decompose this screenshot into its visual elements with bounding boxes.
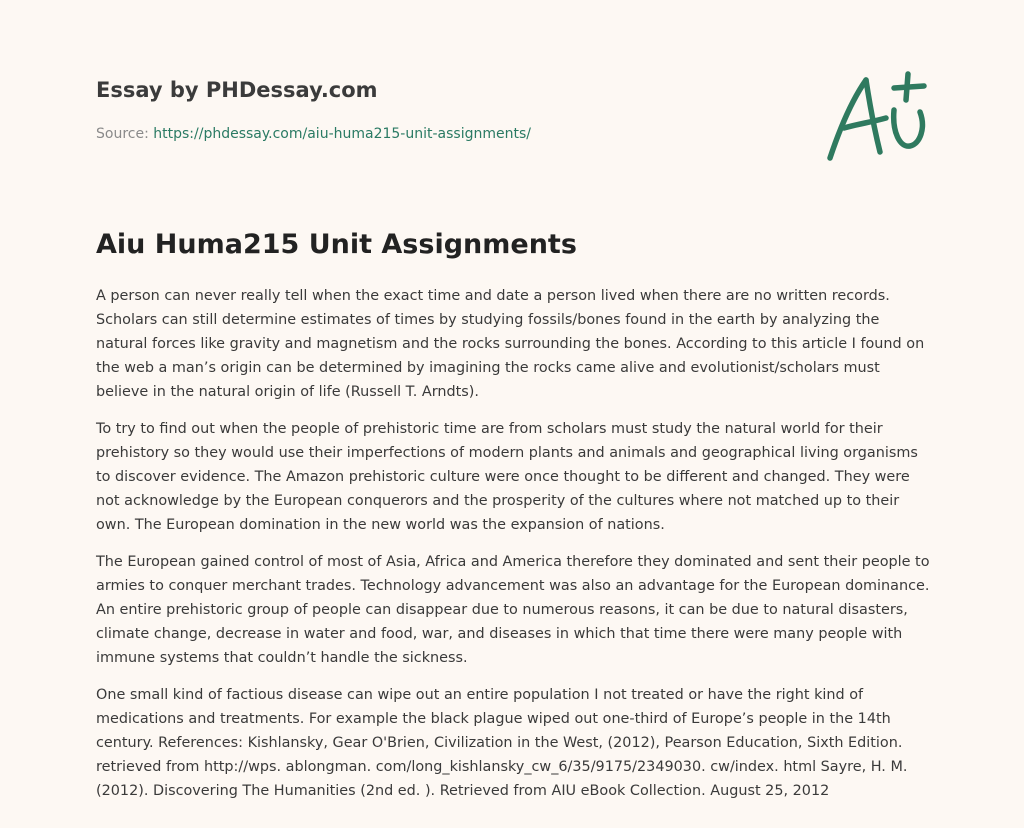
paragraph: The European gained control of most of Asia, Africa and America therefore they dominated and sent their people to armies to conquer merchant trades. Technology advancement was also an advantage for the European dominance. An entire prehistoric group of people can disappear due to numerous reasons, it can be due to natural disasters, climate change, decrease in water and food, war, and diseases in which that time there were many people with immune systems that couldn’t handle the sickness.: [96, 554, 930, 666]
article-body: [96, 284, 932, 816]
source-line: [96, 124, 796, 144]
paragraph: To try to find out when the people of prehistoric time are from scholars must study the natural world for their prehistory so they would use their imperfections of modern plants and animals and geographical living organisms to discover evidence. The Amazon prehistoric culture were once thought to be different and changed. They were not acknowledge by the European conquerors and the prosperity of the cultures where not matched up to their own. The European domination in the new world was the expansion of nations.: [96, 421, 918, 533]
page-header: [96, 76, 796, 144]
a-plus-logo-icon: [822, 66, 932, 166]
brand-title: Essay by PHDessay.com: [96, 78, 378, 102]
article-title: Aiu Huma215 Unit Assignments: [96, 229, 577, 260]
paragraph: A person can never really tell when the exact time and date a person lived when there are no written records. Scholars can still determine estimates of times by studying fossils/bones found in the earth by analyzing the natural forces like gravity and magnetism and the rocks surrounding the bones. According to this article I found on the web a man’s origin can be determined by imagining the rocks came alive and evolutionist/scholars must believe in the natural origin of life (Russell T. Arndts).: [96, 288, 925, 400]
source-label: Source:: [96, 126, 154, 142]
paragraph: One small kind of factious disease can wipe out an entire population I not treated or have the right kind of medications and treatments. For example the black plague wiped out one-third of Europe’s people in the 14th century. References: Kishlansky, Gear O'Brien, Civilization in the West, (2012), Pearson Education, Sixth Edition. retrieved from http://wps. ablongman. com/long_kishlansky_cw_6/35/9175/2349030. cw/index. html Sayre, H. M. (2012). Discovering The Humanities (2nd ed. ). Retrieved from AIU eBook Collection. August 25, 2012: [96, 687, 908, 799]
source-link[interactable]: https://phdessay.com/aiu-huma215-unit-assignments/: [153, 126, 531, 142]
